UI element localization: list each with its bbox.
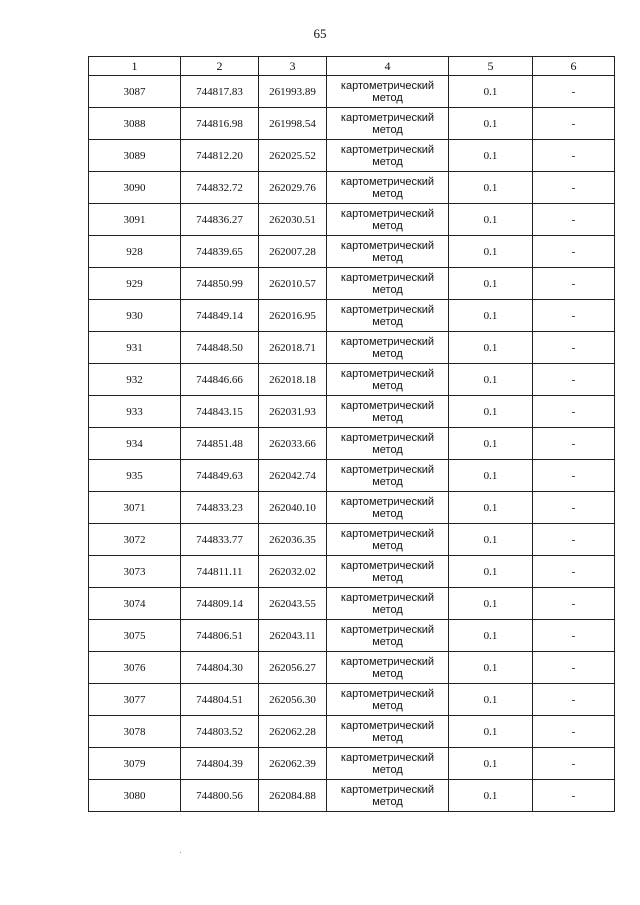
point-number-cell: 932 [89,364,181,396]
point-number-cell: 3072 [89,524,181,556]
table-row [89,364,615,396]
note-cell: - [533,396,615,428]
note-cell: - [533,268,615,300]
point-number-cell: 3088 [89,108,181,140]
y-coordinate-cell: 262007.28 [259,236,327,268]
method-cell: картометрический метод [327,396,449,428]
method-cell: картометрический метод [327,204,449,236]
x-coordinate-cell: 744833.77 [181,524,259,556]
accuracy-cell: 0.1 [449,364,533,396]
point-number-cell: 933 [89,396,181,428]
y-coordinate-cell: 262043.55 [259,588,327,620]
table-row [89,396,615,428]
table-row [89,716,615,748]
point-number-cell: 3076 [89,652,181,684]
accuracy-cell: 0.1 [449,172,533,204]
x-coordinate-cell: 744800.56 [181,780,259,812]
accuracy-cell: 0.1 [449,300,533,332]
method-cell: картометрический метод [327,108,449,140]
note-cell: - [533,140,615,172]
x-coordinate-cell: 744843.15 [181,396,259,428]
y-coordinate-cell: 262016.95 [259,300,327,332]
accuracy-cell: 0.1 [449,652,533,684]
point-number-cell: 3079 [89,748,181,780]
table-row [89,492,615,524]
accuracy-cell: 0.1 [449,524,533,556]
method-cell: картометрический метод [327,556,449,588]
accuracy-cell: 0.1 [449,428,533,460]
table-row [89,332,615,364]
point-number-cell: 930 [89,300,181,332]
method-cell: картометрический метод [327,652,449,684]
point-number-cell: 3078 [89,716,181,748]
x-coordinate-cell: 744804.30 [181,652,259,684]
point-number-cell: 3071 [89,492,181,524]
method-cell: картометрический метод [327,428,449,460]
note-cell: - [533,460,615,492]
y-coordinate-cell: 261998.54 [259,108,327,140]
accuracy-cell: 0.1 [449,620,533,652]
accuracy-cell: 0.1 [449,588,533,620]
table-body [89,76,615,812]
x-coordinate-cell: 744850.99 [181,268,259,300]
note-cell: - [533,716,615,748]
point-number-cell: 928 [89,236,181,268]
accuracy-cell: 0.1 [449,332,533,364]
table-row [89,108,615,140]
y-coordinate-cell: 262025.52 [259,140,327,172]
table-row [89,556,615,588]
x-coordinate-cell: 744849.14 [181,300,259,332]
method-cell: картометрический метод [327,332,449,364]
method-cell: картометрический метод [327,780,449,812]
note-cell: - [533,300,615,332]
header-cell-3: 3 [259,57,327,76]
point-number-cell: 3087 [89,76,181,108]
table-row [89,236,615,268]
y-coordinate-cell: 262018.71 [259,332,327,364]
accuracy-cell: 0.1 [449,108,533,140]
note-cell: - [533,492,615,524]
x-coordinate-cell: 744809.14 [181,588,259,620]
accuracy-cell: 0.1 [449,396,533,428]
table-row [89,524,615,556]
y-coordinate-cell: 262056.27 [259,652,327,684]
header-cell-1: 1 [89,57,181,76]
x-coordinate-cell: 744832.72 [181,172,259,204]
table-row [89,428,615,460]
point-number-cell: 3080 [89,780,181,812]
method-cell: картометрический метод [327,460,449,492]
method-cell: картометрический метод [327,236,449,268]
header-cell-2: 2 [181,57,259,76]
note-cell: - [533,780,615,812]
x-coordinate-cell: 744816.98 [181,108,259,140]
method-cell: картометрический метод [327,684,449,716]
x-coordinate-cell: 744851.48 [181,428,259,460]
accuracy-cell: 0.1 [449,140,533,172]
accuracy-cell: 0.1 [449,236,533,268]
x-coordinate-cell: 744804.51 [181,684,259,716]
method-cell: картометрический метод [327,140,449,172]
method-cell: картометрический метод [327,172,449,204]
note-cell: - [533,684,615,716]
table-row [89,300,615,332]
y-coordinate-cell: 262084.88 [259,780,327,812]
coordinates-table [88,56,615,812]
y-coordinate-cell: 262040.10 [259,492,327,524]
header-cell-6: 6 [533,57,615,76]
method-cell: картометрический метод [327,524,449,556]
y-coordinate-cell: 262033.66 [259,428,327,460]
note-cell: - [533,524,615,556]
point-number-cell: 3091 [89,204,181,236]
note-cell: - [533,172,615,204]
table-row [89,460,615,492]
y-coordinate-cell: 262031.93 [259,396,327,428]
y-coordinate-cell: 262010.57 [259,268,327,300]
y-coordinate-cell: 262056.30 [259,684,327,716]
accuracy-cell: 0.1 [449,268,533,300]
accuracy-cell: 0.1 [449,780,533,812]
note-cell: - [533,652,615,684]
y-coordinate-cell: 262043.11 [259,620,327,652]
x-coordinate-cell: 744849.63 [181,460,259,492]
x-coordinate-cell: 744836.27 [181,204,259,236]
accuracy-cell: 0.1 [449,492,533,524]
x-coordinate-cell: 744806.51 [181,620,259,652]
method-cell: картометрический метод [327,620,449,652]
note-cell: - [533,204,615,236]
x-coordinate-cell: 744846.66 [181,364,259,396]
table-row [89,620,615,652]
y-coordinate-cell: 262032.02 [259,556,327,588]
table-row [89,684,615,716]
method-cell: картометрический метод [327,268,449,300]
y-coordinate-cell: 262062.39 [259,748,327,780]
scan-speck [180,852,181,853]
table-row [89,268,615,300]
method-cell: картометрический метод [327,300,449,332]
accuracy-cell: 0.1 [449,76,533,108]
y-coordinate-cell: 262036.35 [259,524,327,556]
method-cell: картометрический метод [327,716,449,748]
point-number-cell: 3074 [89,588,181,620]
x-coordinate-cell: 744817.83 [181,76,259,108]
method-cell: картометрический метод [327,588,449,620]
point-number-cell: 931 [89,332,181,364]
method-cell: картометрический метод [327,364,449,396]
accuracy-cell: 0.1 [449,684,533,716]
note-cell: - [533,556,615,588]
y-coordinate-cell: 262029.76 [259,172,327,204]
header-cell-5: 5 [449,57,533,76]
point-number-cell: 3073 [89,556,181,588]
x-coordinate-cell: 744833.23 [181,492,259,524]
point-number-cell: 934 [89,428,181,460]
note-cell: - [533,748,615,780]
table-header [89,57,615,76]
note-cell: - [533,620,615,652]
note-cell: - [533,588,615,620]
table-row [89,172,615,204]
accuracy-cell: 0.1 [449,748,533,780]
table-row [89,652,615,684]
table-row [89,588,615,620]
x-coordinate-cell: 744804.39 [181,748,259,780]
accuracy-cell: 0.1 [449,556,533,588]
header-cell-4: 4 [327,57,449,76]
table-row [89,204,615,236]
note-cell: - [533,236,615,268]
method-cell: картометрический метод [327,748,449,780]
y-coordinate-cell: 262042.74 [259,460,327,492]
point-number-cell: 929 [89,268,181,300]
table-row [89,140,615,172]
note-cell: - [533,428,615,460]
note-cell: - [533,364,615,396]
point-number-cell: 3089 [89,140,181,172]
x-coordinate-cell: 744811.11 [181,556,259,588]
point-number-cell: 935 [89,460,181,492]
y-coordinate-cell: 262030.51 [259,204,327,236]
method-cell: картометрический метод [327,492,449,524]
x-coordinate-cell: 744839.65 [181,236,259,268]
point-number-cell: 3077 [89,684,181,716]
x-coordinate-cell: 744848.50 [181,332,259,364]
page-number: 65 [313,26,327,41]
x-coordinate-cell: 744803.52 [181,716,259,748]
note-cell: - [533,76,615,108]
table-row [89,780,615,812]
header-row [89,57,615,76]
method-cell: картометрический метод [327,76,449,108]
point-number-cell: 3090 [89,172,181,204]
accuracy-cell: 0.1 [449,460,533,492]
table-row [89,748,615,780]
x-coordinate-cell: 744812.20 [181,140,259,172]
y-coordinate-cell: 262062.28 [259,716,327,748]
note-cell: - [533,108,615,140]
accuracy-cell: 0.1 [449,716,533,748]
y-coordinate-cell: 262018.18 [259,364,327,396]
accuracy-cell: 0.1 [449,204,533,236]
point-number-cell: 3075 [89,620,181,652]
note-cell: - [533,332,615,364]
y-coordinate-cell: 261993.89 [259,76,327,108]
table-row [89,76,615,108]
